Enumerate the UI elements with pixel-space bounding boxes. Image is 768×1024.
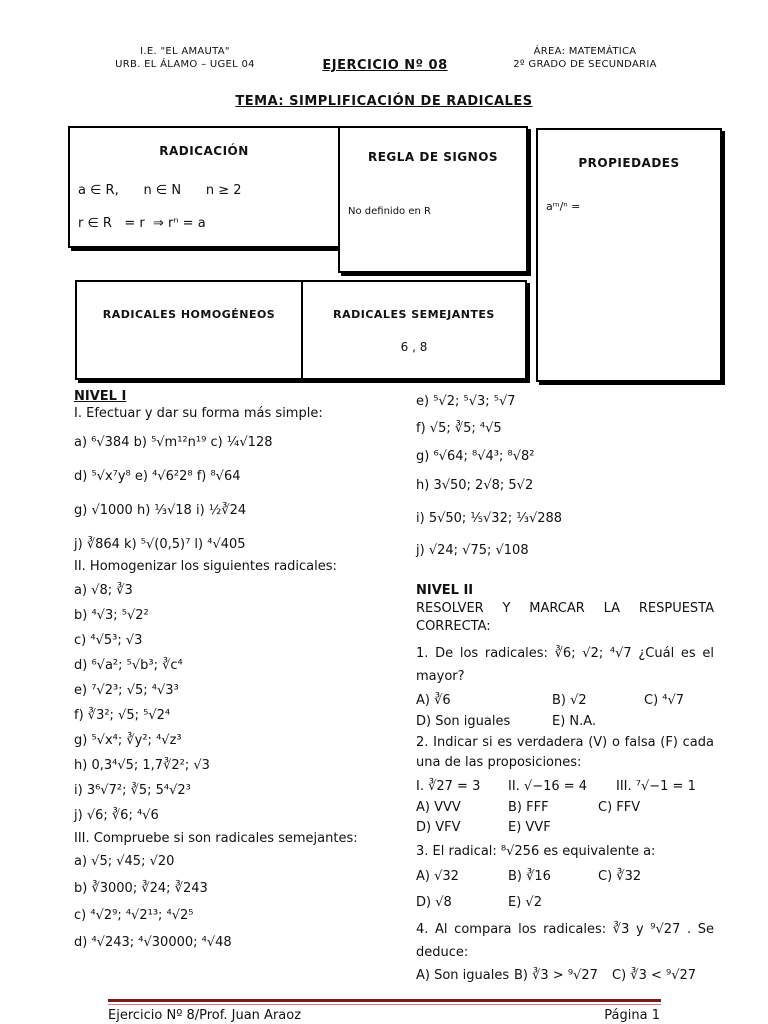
part-3-row-d: d) ⁴√243; ⁴√30000; ⁴√48	[74, 935, 232, 950]
footer-left: Ejercicio Nº 8/Prof. Juan Araoz	[108, 1008, 302, 1023]
q3-option-c[interactable]: C) ∛32	[598, 869, 642, 884]
q1-option-e[interactable]: E) N.A.	[552, 714, 597, 729]
question-2-options-row-1	[416, 798, 714, 818]
footer-rule	[108, 999, 661, 1002]
right-column	[416, 389, 714, 988]
part-2-row-b: b) ⁴√3; ⁵√2²	[74, 608, 149, 623]
q2-prop-2: II. √−16 = 4	[508, 779, 588, 794]
box-semejantes	[301, 280, 527, 380]
question-2-propositions	[416, 776, 714, 798]
question-1-options-row-1	[416, 690, 714, 712]
area-line-2: 2º GRADO DE SECUNDARIA	[513, 59, 657, 70]
part-1-title: I. Efectuar y dar su forma más simple:	[74, 406, 323, 421]
q2-prop-1: I. ∛27 = 3	[416, 779, 481, 794]
left-column	[74, 389, 366, 956]
radicacion-line-1: a ∈ R, n ∈ N n ≥ 2	[78, 183, 242, 198]
question-1: 1. De los radicales: ∛6; √2; ⁴√7 ¿Cuál es el mayor?	[416, 646, 714, 684]
q2-option-a[interactable]: A) VVV	[416, 800, 461, 815]
nivel-1-title: NIVEL I	[74, 389, 127, 404]
q1-option-a[interactable]: A) ∛6	[416, 693, 451, 708]
question-1-options-row-2	[416, 712, 714, 732]
part-1-row-3: g) √1000 h) ⅓√18 i) ½∛24	[74, 503, 247, 518]
footer-rule-thin	[108, 1004, 661, 1005]
radicacion-line-2: r ∈ R = r ⇒ rⁿ = a	[78, 216, 206, 231]
part-1-row-2: d) ⁵√x⁷y⁸ e) ⁴√6²2⁸ f) ⁸√64	[74, 469, 241, 484]
nivel-2-instructions: RESOLVER Y MARCAR LA RESPUESTA CORRECTA:	[416, 601, 714, 634]
part-2-row-f: f) ∛3²; √5; ⁵√2⁴	[74, 708, 171, 723]
part-2-row-a: a) √8; ∛3	[74, 583, 133, 598]
q2-option-e[interactable]: E) VVF	[508, 820, 551, 835]
part-3-row-j: j) √24; √75; √108	[416, 543, 529, 558]
question-3: 3. El radical: ⁸√256 es equivalente a:	[416, 844, 656, 859]
q1-option-d[interactable]: D) Son iguales	[416, 714, 511, 729]
q4-option-a[interactable]: A) Son iguales	[416, 968, 510, 983]
part-2-row-j: j) √6; ∛6; ⁴√6	[74, 808, 159, 823]
box-homogeneos	[75, 280, 303, 380]
box-regla-signos	[338, 126, 528, 273]
q3-option-b[interactable]: B) ∛16	[508, 869, 551, 884]
question-4-options	[416, 964, 714, 988]
q2-prop-3: III. ⁷√−1 = 1	[616, 779, 696, 794]
part-2-row-g: g) ⁵√x⁴; ∛y²; ⁴√z³	[74, 733, 182, 748]
footer-page-number: Página 1	[604, 1008, 660, 1023]
part-3-title: III. Compruebe si son radicales semejantes:	[74, 831, 358, 846]
nivel-2-title: NIVEL II	[416, 583, 474, 598]
part-2-title: II. Homogenizar los siguientes radicales:	[74, 559, 337, 574]
exercise-title: EJERCICIO Nº 08	[322, 58, 448, 73]
part-1-row-4: j) ∛864 k) ⁵√(0,5)⁷ l) ⁴√405	[74, 537, 246, 552]
q1-option-b[interactable]: B) √2	[552, 693, 587, 708]
q3-option-d[interactable]: D) √8	[416, 895, 452, 910]
part-3-row-g: g) ⁶√64; ⁸√4³; ⁸√8²	[416, 449, 535, 464]
part-3-row-b: b) ∛3000; ∛24; ∛243	[74, 881, 208, 896]
question-2-options-row-2	[416, 818, 714, 838]
regla-signos-title: REGLA DE SIGNOS	[367, 150, 499, 164]
part-2-row-c: c) ⁴√5³; √3	[74, 633, 143, 648]
topic-title: TEMA: SIMPLIFICACIÓN DE RADICALES	[235, 94, 533, 109]
part-2-row-d: d) ⁶√a²; ⁵√b³; ∛c⁴	[74, 658, 183, 673]
part-3-row-c: c) ⁴√2⁹; ⁴√2¹³; ⁴√2⁵	[74, 908, 194, 923]
box-propiedades	[536, 128, 722, 382]
semejantes-text: 6 , 8	[400, 340, 428, 354]
part-2-row-i: i) 3⁶√7²; ∛5; 5⁴√2³	[74, 783, 191, 798]
q2-option-c[interactable]: C) FFV	[598, 800, 641, 815]
part-3-row-e: e) ⁵√2; ⁵√3; ⁵√7	[416, 394, 516, 409]
q3-option-e[interactable]: E) √2	[508, 895, 542, 910]
q4-option-c[interactable]: C) ∛3 < ⁹√27	[612, 968, 697, 983]
question-4: 4. Al compara los radicales: ∛3 y ⁹√27 . Se deduce:	[416, 922, 714, 960]
q1-option-c[interactable]: C) ⁴√7	[644, 693, 685, 708]
area-info	[500, 45, 670, 71]
q4-option-b[interactable]: B) ∛3 > ⁹√27	[514, 968, 598, 983]
q2-option-b[interactable]: B) FFF	[508, 800, 549, 815]
box-radicacion	[68, 126, 340, 248]
radicacion-title: RADICACIÓN	[159, 144, 249, 158]
school-name	[100, 45, 270, 71]
part-2-row-e: e) ⁷√2³; √5; ⁴√3³	[74, 683, 179, 698]
question-3-options-row-1	[416, 864, 714, 890]
part-3-row-h: h) 3√50; 2√8; 5√2	[416, 478, 534, 493]
q2-option-d[interactable]: D) VFV	[416, 820, 461, 835]
propiedades-text: aᵐ/ⁿ =	[546, 200, 581, 213]
question-3-options-row-2	[416, 890, 714, 916]
regla-signos-text: No definido en R	[348, 206, 431, 217]
school-line-2: URB. EL ÁLAMO – UGEL 04	[115, 59, 255, 70]
propiedades-title: PROPIEDADES	[578, 156, 680, 170]
school-line-1: I.E. "EL AMAUTA"	[140, 46, 230, 57]
homogeneos-title: RADICALES HOMOGÉNEOS	[102, 308, 276, 321]
q3-option-a[interactable]: A) √32	[416, 869, 459, 884]
area-line-1: ÁREA: MATEMÁTICA	[533, 46, 637, 57]
part-3-row-i: i) 5√50; ⅕√32; ⅓√288	[416, 511, 563, 526]
part-3-row-a: a) √5; √45; √20	[74, 854, 175, 869]
semejantes-title: RADICALES SEMEJANTES	[333, 308, 495, 321]
question-2: 2. Indicar si es verdadera (V) o falsa (F) cada una de las proposiciones:	[416, 735, 714, 770]
part-3-row-f: f) √5; ∛5; ⁴√5	[416, 421, 502, 436]
part-1-row-1: a) ⁶√384 b) ⁵√m¹²n¹⁹ c) ¼√128	[74, 435, 273, 450]
part-2-row-h: h) 0,3⁴√5; 1,7∛2²; √3	[74, 758, 210, 773]
